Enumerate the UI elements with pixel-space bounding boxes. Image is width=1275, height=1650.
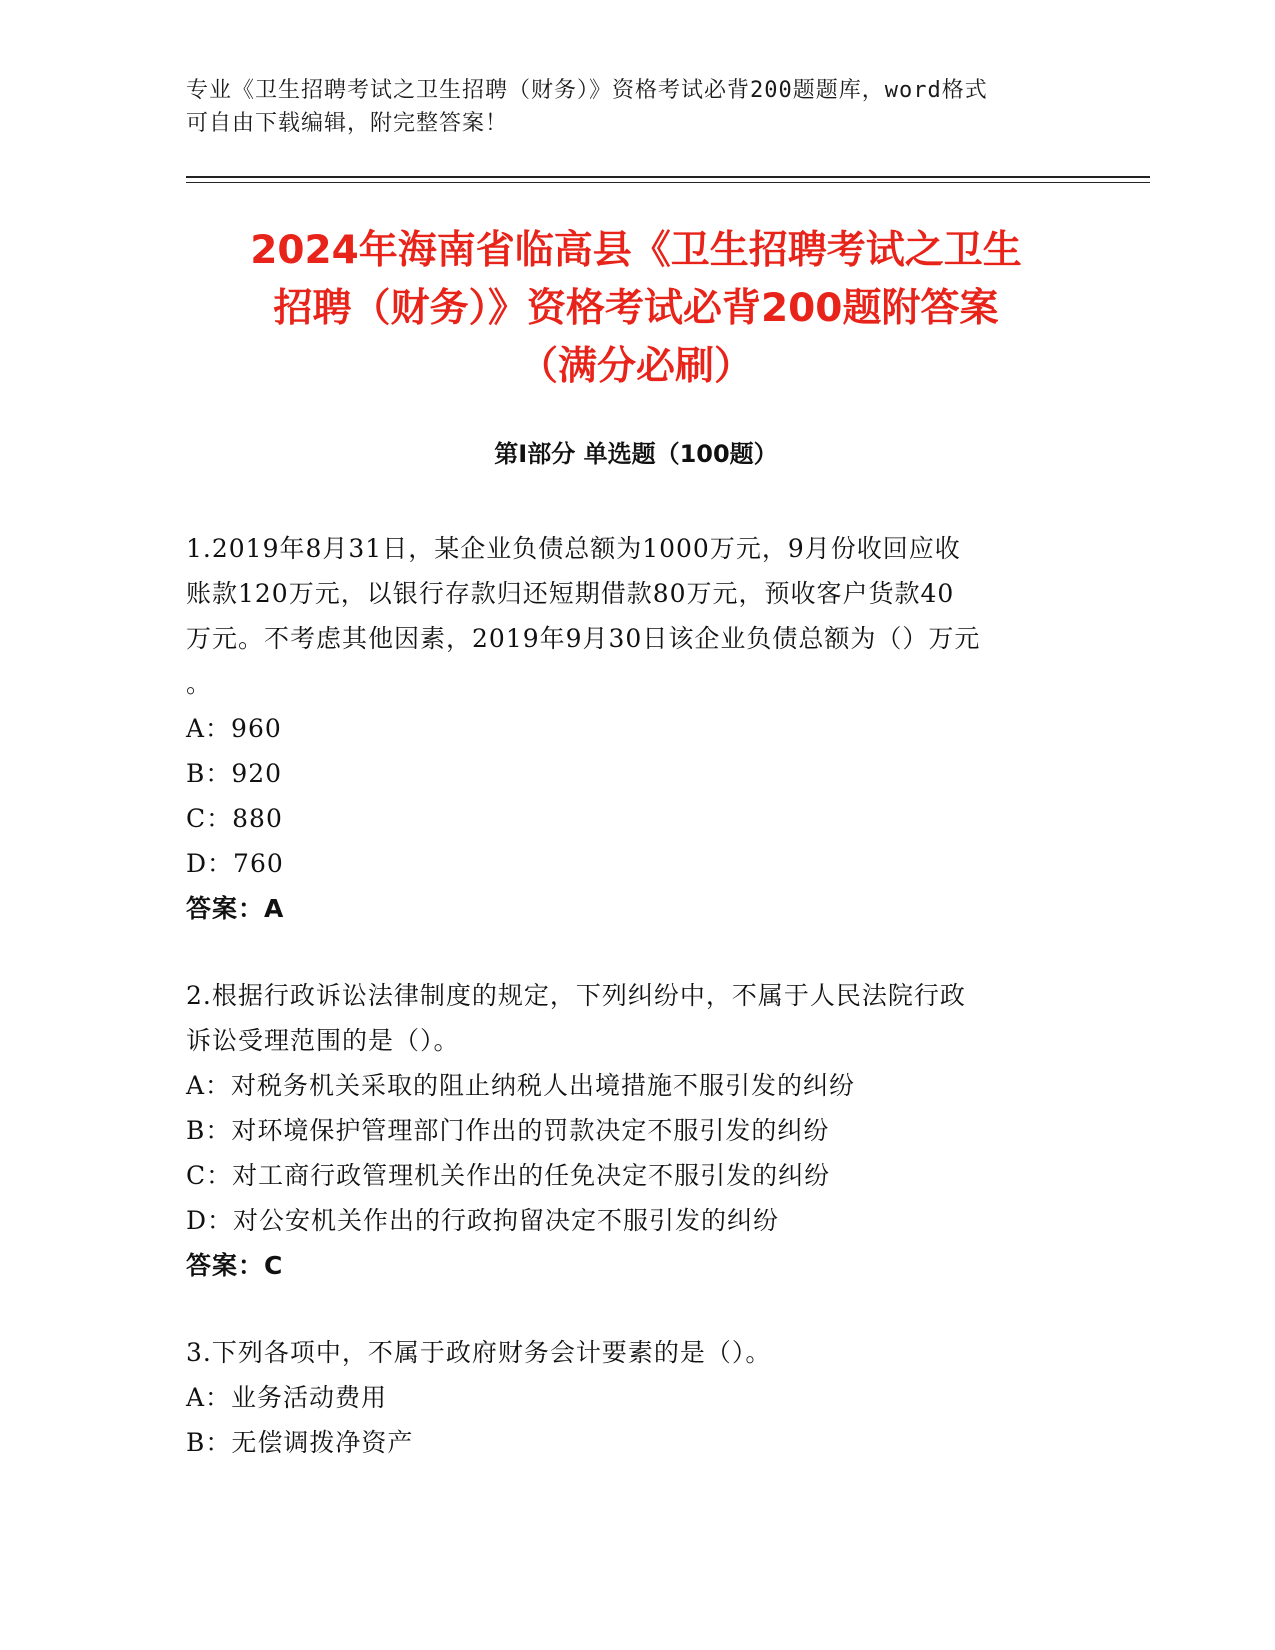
option-b: B：920 [186,759,283,788]
header-rule-thin [186,182,1150,183]
document-title [186,222,1086,396]
option-b: B：对环境保护管理部门作出的罚款决定不服引发的纠纷 [186,1116,830,1145]
question-text-line: 。 [186,669,213,698]
header-note-line-2: 可自由下载编辑，附完整答案！ [186,111,509,136]
option-a: A：960 [186,714,282,743]
question-2 [186,973,1086,1288]
title-line-3: （满分必刷） [518,344,753,389]
header-rule-thick [186,176,1150,178]
answer-label: 答案：A [186,894,285,923]
question-1 [186,526,1086,931]
title-line-2: 招聘（财务）》资格考试必背200题附答案 [273,286,999,331]
header-note-line-1: 专业《卫生招聘考试之卫生招聘（财务）》资格考试必背200题题库，word格式 [186,78,988,103]
question-text-line: 3.下列各项中，不属于政府财务会计要素的是（）。 [186,1338,772,1367]
question-spacer [186,1288,1086,1330]
question-list [186,526,1086,1465]
option-c: C：880 [186,804,283,833]
question-spacer [186,931,1086,973]
question-text-line: 1.2019年8月31日，某企业负债总额为1000万元，9月份收回应收 [186,534,961,563]
question-text-line: 万元。不考虑其他因素，2019年9月30日该企业负债总额为（）万元 [186,624,981,653]
option-d: D：760 [186,849,284,878]
section-heading: 第Ⅰ部分 单选题（100题） [494,440,778,468]
option-c: C：对工商行政管理机关作出的任免决定不服引发的纠纷 [186,1161,831,1190]
question-text-line: 诉讼受理范围的是（）。 [186,1026,460,1055]
option-a: A：对税务机关采取的阻止纳税人出境措施不服引发的纠纷 [186,1071,856,1100]
header-note [186,74,1066,140]
question-text-line: 2.根据行政诉讼法律制度的规定，下列纠纷中，不属于人民法院行政 [186,981,966,1010]
option-b: B：无偿调拨净资产 [186,1428,414,1457]
option-d: D：对公安机关作出的行政拘留决定不服引发的纠纷 [186,1206,780,1235]
question-text-line: 账款120万元，以银行存款归还短期借款80万元，预收客户货款40 [186,579,955,608]
option-a: A：业务活动费用 [186,1383,388,1412]
question-3 [186,1330,1086,1465]
title-line-1: 2024年海南省临高县《卫生招聘考试之卫生 [250,228,1022,273]
answer-label: 答案：C [186,1251,284,1280]
